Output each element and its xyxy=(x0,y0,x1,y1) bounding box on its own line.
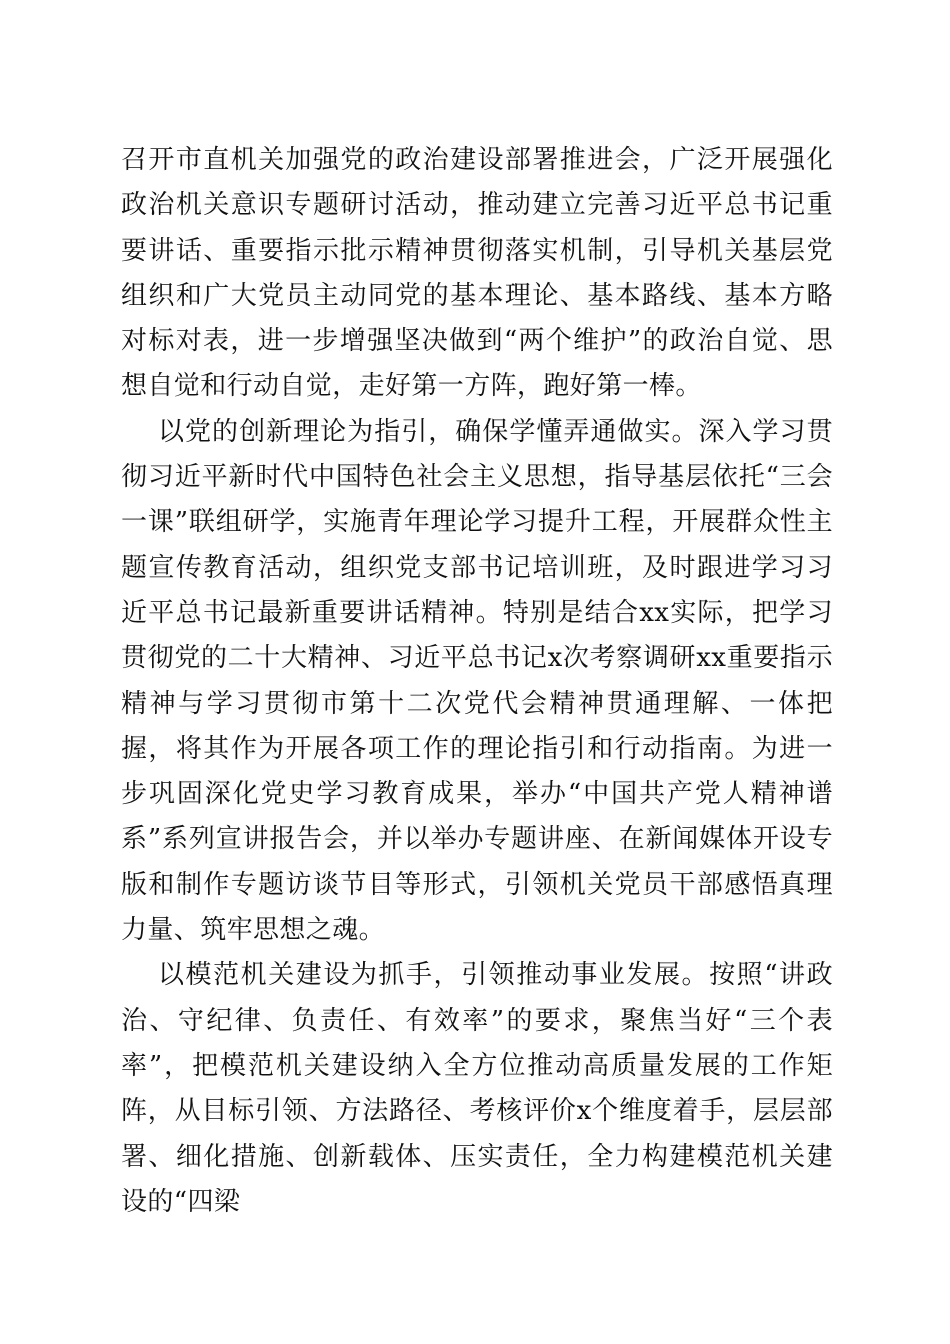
paragraph-innovative-theory: 以党的创新理论为指引，确保学懂弄通做实。深入学习贯彻习近平新时代中国特色社会主义思想，指导基层依托“三会一课”联组研学，实施青年理论学习提升工程，开展群众性主题宣传教育活动，组织党支部书记培训班，及时跟进学习习近平总书记最新重要讲话精神。特别是结合xx实际，把学习贯彻党的二十大精神、习近平总书记x次考察调研xx重要指示精神与学习贯彻市第十二次党代会精神贯通理解、一体把握，将其作为开展各项工作的理论指引和行动指南。为进一步巩固深化党史学习教育成果，举办“中国共产党人精神谱系”系列宣讲报告会，并以举办专题讲座、在新闻媒体开设专版和制作专题访谈节目等形式，引领机关党员干部感悟真理力量、筑牢思想之魂。 xyxy=(121,416,833,946)
paragraph-model-organs: 以模范机关建设为抓手，引领推动事业发展。按照“讲政治、守纪律、负责任、有效率”的要求，聚焦当好“三个表率”，把模范机关建设纳入全方位推动高质量发展的工作矩阵，从目标引领、方法路径、考核评价x个维度着手，层层部署、细化措施、创新载体、压实责任，全力构建模范机关建设的“四梁 xyxy=(121,960,833,1217)
document-body xyxy=(121,138,833,1225)
paragraph-political-building: 召开市直机关加强党的政治建设部署推进会，广泛开展强化政治机关意识专题研讨活动，推动建立完善习近平总书记重要讲话、重要指示批示精神贯彻落实机制，引导机关基层党组织和广大党员主动同党的基本理论、基本路线、基本方略对标对表，进一步增强坚决做到“两个维护”的政治自觉、思想自觉和行动自觉，走好第一方阵，跑好第一棒。 xyxy=(121,145,833,402)
